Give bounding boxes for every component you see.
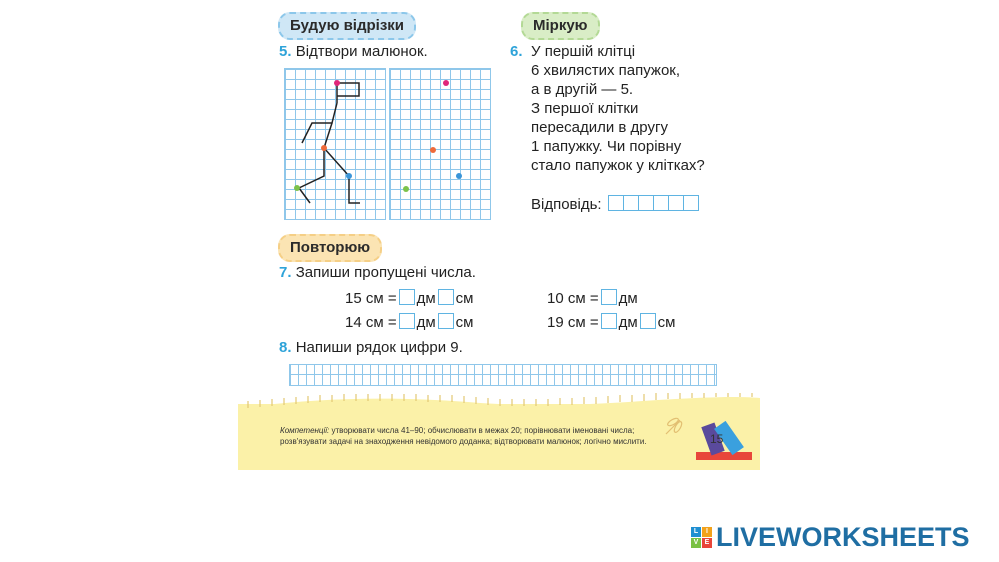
sample-right-leg-segment	[324, 148, 360, 203]
task6-line: 1 папужку. Чи порівну	[531, 138, 682, 155]
unit-cm: см	[657, 314, 676, 331]
stick-figure-drawing	[284, 68, 489, 220]
section-badge-repeat-label: Повторюю	[290, 239, 371, 256]
footer-fence-decoration	[238, 392, 760, 414]
section-badge-build-label: Будую відрізки	[290, 17, 405, 34]
answer-cell[interactable]	[608, 195, 624, 211]
sample-left-leg-segment	[299, 148, 324, 203]
answer-box[interactable]	[601, 313, 617, 329]
target-dot-green	[403, 186, 409, 192]
equation-left: 14 см =	[345, 314, 397, 331]
task6-line: 6 хвилястих папужок,	[531, 62, 681, 79]
section-badge-think-label: Міркую	[533, 17, 588, 34]
equation-15cm	[345, 289, 473, 308]
sample-dot-pink	[334, 80, 340, 86]
equation-19cm	[547, 313, 675, 332]
sample-dot-green	[294, 185, 300, 191]
target-dot-pink	[443, 80, 449, 86]
sample-dot-orange	[321, 145, 327, 151]
unit-cm: см	[455, 314, 474, 331]
task8-heading	[279, 338, 463, 357]
task6-line: стало папужок у клітках?	[531, 157, 705, 174]
task7-text: Запиши пропущені числа.	[295, 264, 476, 281]
equation-left: 15 см =	[345, 290, 397, 307]
answer-cell[interactable]	[638, 195, 654, 211]
unit-dm: дм	[618, 290, 638, 307]
target-dot-blue	[456, 173, 462, 179]
task5-text: Відтвори малюнок.	[295, 43, 428, 60]
answer-cell[interactable]	[683, 195, 699, 211]
task6-line: пересадили в другу	[531, 119, 668, 136]
task7-number: 7.	[279, 264, 292, 281]
sample-dot-blue	[346, 173, 352, 179]
sample-torso-segment	[324, 123, 332, 148]
unit-dm: дм	[618, 314, 638, 331]
answer-box[interactable]	[399, 289, 415, 305]
brand-tiles-icon: L I V E	[691, 527, 713, 549]
task6-line: а в другій — 5.	[531, 81, 634, 98]
unit-cm: см	[455, 290, 474, 307]
sample-arm-segment	[337, 83, 359, 96]
task5-heading	[279, 42, 428, 61]
section-badge-build	[278, 12, 416, 40]
answer-box[interactable]	[438, 313, 454, 329]
equation-14cm	[345, 313, 473, 332]
section-badge-repeat	[278, 234, 382, 262]
sample-segments	[299, 83, 360, 203]
task8-text: Напиши рядок цифри 9.	[295, 339, 463, 356]
page-number-blocks	[694, 416, 756, 464]
competencies-footer	[238, 404, 760, 470]
competencies-text	[280, 425, 650, 447]
target-dot-orange	[430, 147, 436, 153]
section-badge-think	[521, 12, 600, 40]
answer-cell[interactable]	[668, 195, 684, 211]
answer-box[interactable]	[399, 313, 415, 329]
unit-dm: дм	[416, 314, 436, 331]
answer-cell[interactable]	[653, 195, 669, 211]
task7-heading	[279, 263, 476, 282]
page-number: 15	[710, 432, 724, 446]
answer-cell[interactable]	[623, 195, 639, 211]
dragonfly-icon	[662, 414, 686, 438]
task6-number: 6.	[510, 43, 523, 60]
task5-number: 5.	[279, 43, 292, 60]
equation-left: 10 см =	[547, 290, 599, 307]
task8-number: 8.	[279, 339, 292, 356]
equation-10cm	[547, 289, 638, 308]
unit-dm: дм	[416, 290, 436, 307]
competencies-body: утворювати числа 41–90; обчислювати в межах 20; порівнювати іменовані числа; розв'язувати задачі на знаходження невідомого доданка; відтворювати малюнок; логічно мислити.	[280, 426, 647, 446]
equation-left: 19 см =	[547, 314, 599, 331]
answer-box[interactable]	[601, 289, 617, 305]
digit-writing-line[interactable]	[289, 364, 717, 386]
task6-text	[531, 42, 705, 175]
liveworksheets-logo	[691, 522, 970, 552]
task6-answer	[531, 195, 699, 214]
competencies-label: Компетенції:	[280, 426, 330, 435]
answer-box[interactable]	[640, 313, 656, 329]
task6-answer-input[interactable]	[609, 195, 699, 214]
task6-line: У першій клітці	[531, 43, 636, 60]
answer-box[interactable]	[438, 289, 454, 305]
brand-name: LIVEWORKSHEETS	[716, 522, 970, 552]
task6-line: З першої клітки	[531, 100, 639, 117]
task6-answer-label: Відповідь:	[531, 196, 602, 213]
